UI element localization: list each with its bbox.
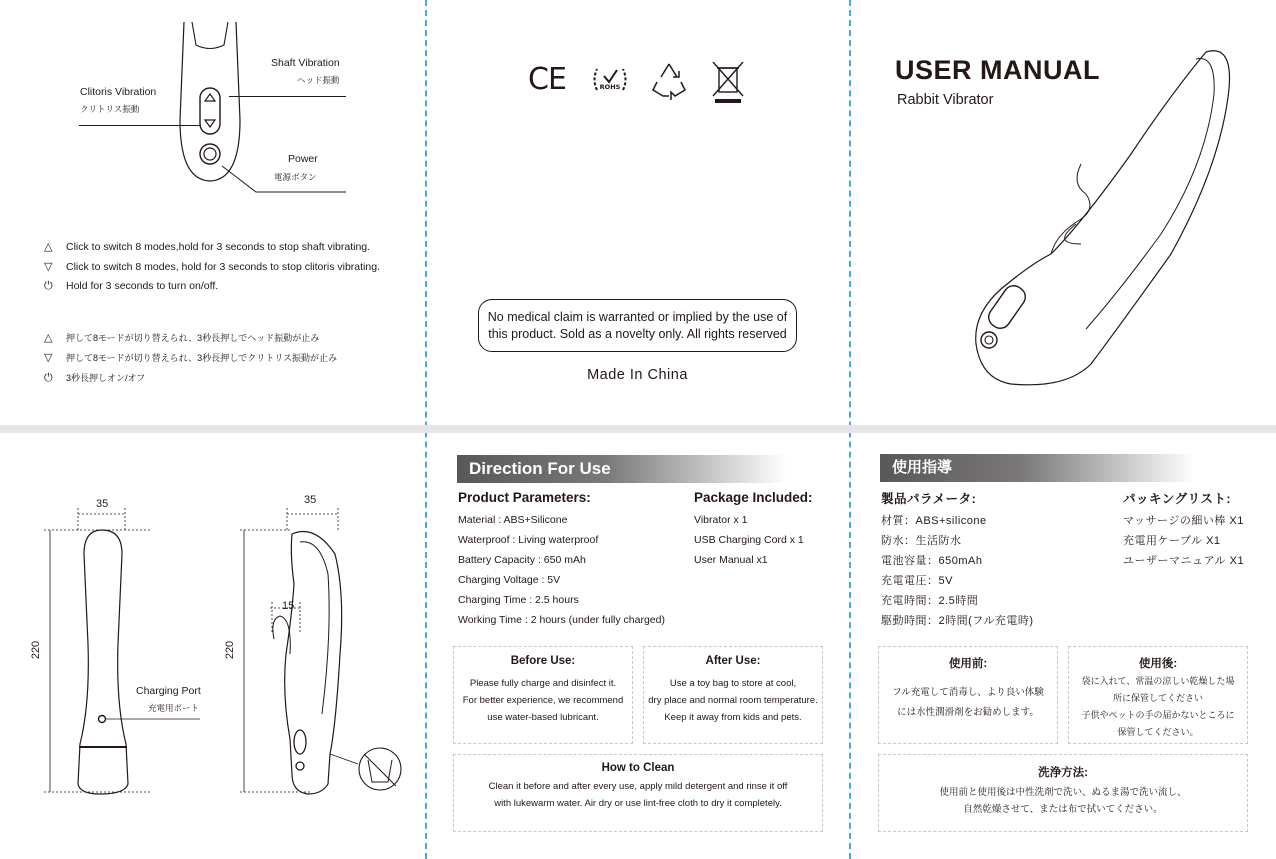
direction-jp-panel [851, 434, 1276, 859]
arm-width-label: 15 [282, 600, 295, 612]
cover-panel [851, 0, 1276, 424]
cover-subtitle: Rabbit Vibrator [897, 92, 994, 108]
how-to-clean-line-jp: 自然乾燥させて、または布で拭いてください。 [963, 804, 1163, 815]
charging-port-label-jp: 充電用ポート [148, 703, 200, 713]
after-use-line: dry place and normal room temperature. [648, 695, 818, 706]
product-params-en [458, 488, 665, 630]
param-item: Charging Voltage : 5V [458, 574, 561, 586]
disclaimer-box [478, 299, 797, 352]
how-to-clean-line: Clean it before and after every use, apply mild detergent and rinse it off [488, 781, 788, 792]
made-in-label: Made In China [587, 367, 688, 383]
param-item-jp: 材質：ABS+silicone [881, 515, 987, 527]
before-use-box [453, 646, 633, 744]
triangle-down-icon: ▽ [44, 352, 53, 364]
instruction-jp-3: ⏻ 3秒長押しオン/オフ [44, 372, 146, 384]
package-item-jp: 充電用ケーブル X1 [1123, 535, 1221, 547]
product-params-title-jp: 製品パラメータ: [881, 492, 977, 506]
instruction-jp-1: △ 押して8モードが切り替えられ、3秒長押しでヘッド振動が止み [44, 332, 320, 344]
clitoris-vibration-label: Clitoris Vibration [80, 86, 157, 98]
height-label-side: 220 [224, 640, 237, 660]
triangle-up-icon: △ [44, 332, 53, 344]
package-item: USB Charging Cord x 1 [694, 534, 804, 546]
before-use-title-jp: 使用前: [948, 658, 988, 670]
param-item: Battery Capacity : 650 mAh [458, 554, 586, 566]
width-label-front: 35 [96, 498, 109, 510]
before-use-line: For better experience, we recommend [462, 695, 624, 706]
how-to-clean-title: How to Clean [601, 762, 675, 774]
after-use-line-jp: 保管してください。 [1117, 727, 1199, 737]
after-use-line: Keep it away from kids and pets. [664, 712, 802, 723]
param-item-jp: 充電時間：2.5時間 [881, 595, 979, 607]
how-to-clean-box [453, 754, 823, 832]
param-item-jp: 電池容量：650mAh [881, 555, 983, 567]
power-label: Power [288, 153, 318, 165]
param-item-jp: 防水：生活防水 [881, 535, 962, 547]
after-use-title-jp: 使用後: [1138, 658, 1178, 670]
dimension-drawing-side [230, 494, 410, 804]
package-item: User Manual x1 [694, 554, 768, 566]
triangle-up-icon: △ [44, 241, 53, 253]
shaft-vibration-label: Shaft Vibration [271, 57, 340, 69]
after-use-box-jp [1068, 646, 1248, 744]
width-label-side: 35 [304, 494, 317, 506]
rabbit-vibrator-illustration [971, 44, 1236, 389]
direction-en-header: Direction For Use [457, 455, 787, 483]
before-use-line-jp: フル充電して消毒し、より良い体験 [892, 687, 1044, 698]
after-use-box [643, 646, 823, 744]
product-params-title: Product Parameters: [458, 490, 591, 505]
disclaimer-line-1: No medical claim is warranted or implied by the use of [487, 310, 788, 324]
how-to-clean-line-jp: 使用前と使用後は中性洗剤で洗い、ぬるま湯で洗い流し、 [939, 787, 1187, 798]
before-use-title: Before Use: [510, 655, 576, 667]
power-icon: ⏻ [44, 280, 53, 292]
instruction-jp-2: ▽ 押して8モードが切り替えられ、3秒長押しでクリトリス振動が止み [44, 352, 338, 364]
instruction-en-1: △ Click to switch 8 modes,hold for 3 seconds to stop shaft vibrating. [44, 241, 371, 253]
how-to-clean-title-jp: 洗浄方法: [1038, 767, 1088, 779]
product-params-jp [881, 489, 1034, 631]
after-use-line-jp: 袋に入れて、常温の涼しい乾燥した場 [1081, 676, 1235, 686]
before-use-line: Please fully charge and disinfect it. [469, 678, 617, 689]
shaft-leader-line [229, 96, 346, 97]
param-item: Working Time : 2 hours (under fully charged) [458, 614, 665, 626]
package-title-jp: パッキングリスト: [1123, 492, 1232, 506]
package-en [694, 488, 813, 570]
rohs-text: ROHS [599, 83, 621, 91]
controls-illustration [170, 0, 250, 185]
weee-bin-icon [711, 60, 745, 104]
rohs-logo [589, 60, 631, 102]
recycle-icon [649, 60, 689, 100]
power-icon: ⏻ [44, 372, 53, 384]
before-use-line-jp: には水性潤滑剤をお勧めします。 [897, 707, 1039, 718]
package-item-jp: ユーザーマニュアル X1 [1123, 555, 1245, 567]
param-item: Waterproof : Living waterproof [458, 534, 599, 546]
after-use-line: Use a toy bag to store at cool, [669, 678, 797, 689]
how-to-clean-box-jp [878, 754, 1248, 832]
package-jp [1123, 489, 1244, 571]
param-item: Material : ABS+Silicone [458, 514, 568, 526]
param-item-jp: 駆動時間：2時間(フル充電時) [881, 615, 1034, 627]
fold-band-horizontal [0, 425, 1276, 433]
clitoris-vibration-label-jp: クリトリス振動 [80, 104, 140, 114]
direction-en-panel [426, 434, 849, 859]
before-use-line: use water-based lubricant. [487, 712, 599, 723]
controls-panel [0, 0, 424, 424]
power-label-jp: 電源ボタン [274, 172, 317, 182]
param-item: Charging Time : 2.5 hours [458, 594, 579, 606]
package-item: Vibrator x 1 [694, 514, 748, 526]
height-label-front: 220 [30, 640, 43, 660]
clitoris-leader-line [79, 125, 201, 126]
param-item-jp: 充電電圧：5V [881, 575, 953, 587]
ce-mark: CE [528, 62, 566, 97]
after-use-line-jp: 所に保管してください [1112, 693, 1203, 703]
dimension-drawing-front [30, 494, 210, 804]
package-item-jp: マッサージの細い棒 X1 [1123, 515, 1244, 527]
back-cover-panel [426, 0, 849, 424]
instruction-en-3: ⏻ Hold for 3 seconds to turn on/off. [44, 280, 219, 292]
after-use-title: After Use: [705, 655, 761, 667]
before-use-box-jp [878, 646, 1058, 744]
after-use-line-jp: 子供やペットの手の届かないところに [1081, 710, 1235, 720]
how-to-clean-line: with lukewarm water. Air dry or use lint-free cloth to dry it completely. [494, 798, 782, 809]
package-title: Package Included: [694, 490, 813, 505]
charging-port-label: Charging Port [136, 685, 201, 697]
disclaimer-line-2: this product. Sold as a novelty only. All rights reserved [488, 327, 787, 341]
triangle-down-icon: ▽ [44, 261, 53, 273]
direction-jp-header: 使用指導 [880, 454, 1195, 482]
dimensions-panel [0, 434, 424, 859]
instruction-en-2: ▽ Click to switch 8 modes, hold for 3 seconds to stop clitoris vibrating. [44, 261, 380, 273]
cover-title: USER MANUAL [895, 55, 1100, 85]
shaft-vibration-label-jp: ヘッド振動 [297, 75, 340, 85]
